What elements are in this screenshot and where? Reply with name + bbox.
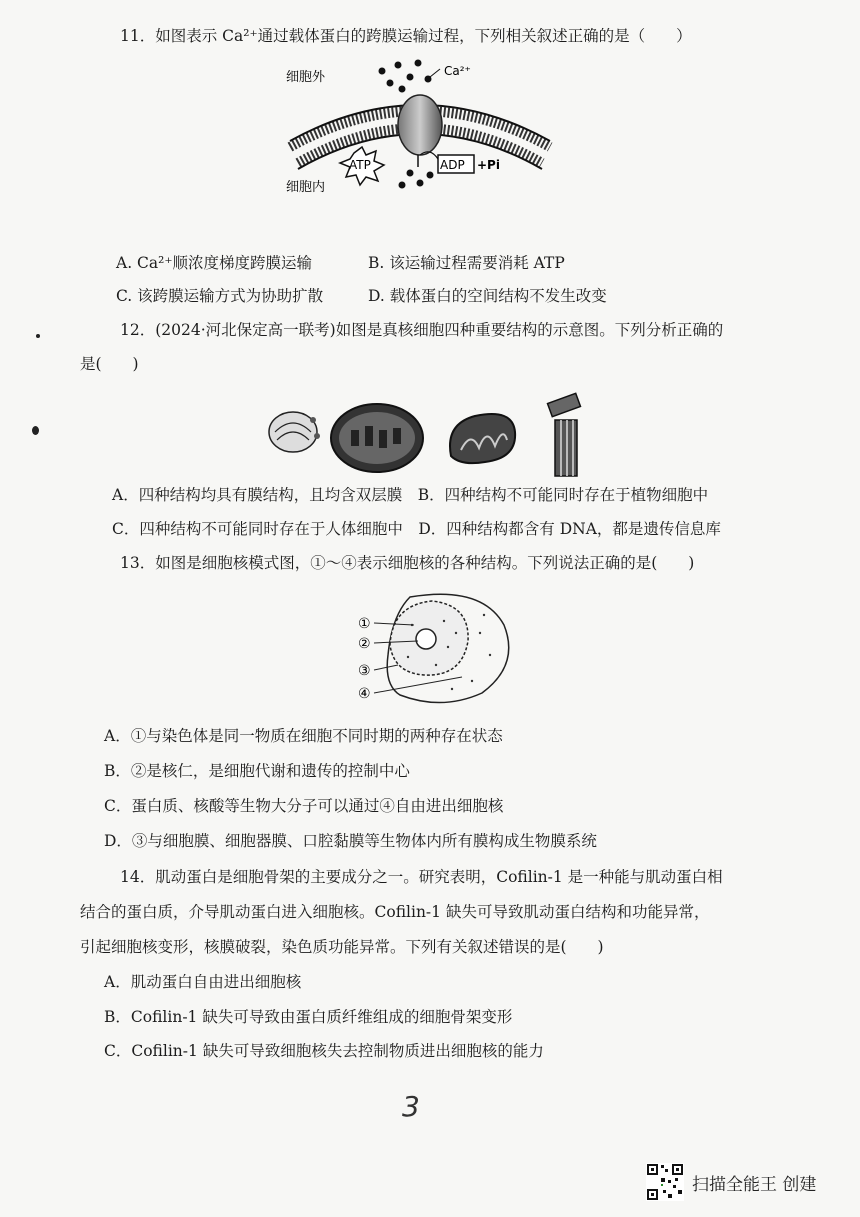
q14-stem-line3: 引起细胞核变形，核膜破裂，染色质功能异常。下列有关叙述错误的是( )	[80, 938, 604, 956]
scan-mark	[36, 334, 40, 338]
nucleus-label-2: ②	[358, 636, 371, 652]
q14-option-c: C．Cofilin-1 缺失可导致细胞核失去控制物质进出细胞核的能力	[104, 1042, 544, 1060]
nucleus-label-1: ①	[358, 616, 371, 632]
organelle-4-icon	[548, 393, 581, 476]
q12-stem-line2: 是( )	[80, 355, 139, 373]
label-adp: ADP	[440, 158, 465, 172]
nucleus-figure	[352, 585, 522, 710]
q14-option-b: B．Cofilin-1 缺失可导致由蛋白质纤维组成的细胞骨架变形	[104, 1008, 513, 1026]
membrane-transport-figure	[270, 55, 570, 205]
q13-option-a: A．①与染色体是同一物质在细胞不同时期的两种存在状态	[104, 727, 503, 745]
q13-option-b: B．②是核仁，是细胞代谢和遗传的控制中心	[104, 762, 410, 780]
nucleus-label-4: ④	[358, 686, 371, 702]
q11-stem: 11．如图表示 Ca²⁺通过载体蛋白的跨膜运输过程，下列相关叙述正确的是（ ）	[120, 27, 692, 45]
label-inside: 细胞内	[286, 180, 326, 195]
label-pi: +Pi	[477, 158, 500, 172]
organelle-3-icon	[450, 414, 515, 463]
q14-stem-line2: 结合的蛋白质，介导肌动蛋白进入细胞核。Cofilin-1 缺失可导致肌动蛋白结构和功能异常，	[80, 903, 710, 921]
nucleus-label-3: ③	[358, 663, 371, 679]
page-number: 3	[402, 1090, 420, 1123]
organelle-1-icon	[269, 412, 320, 452]
q13-option-c: C．蛋白质、核酸等生物大分子可以通过④自由进出细胞核	[104, 797, 504, 815]
label-atp: ATP	[349, 158, 371, 172]
q11-option-a: A. Ca²⁺顺浓度梯度跨膜运输	[116, 254, 313, 272]
footer-text: 扫描全能王 创建	[692, 1174, 817, 1195]
q14-stem-line1: 14．肌动蛋白是细胞骨架的主要成分之一。研究表明，Cofilin-1 是一种能与肌动蛋白相	[120, 868, 723, 886]
footer	[646, 1163, 816, 1201]
q14-option-a: A．肌动蛋白自由进出细胞核	[104, 973, 302, 991]
q12-option-ab: A．四种结构均具有膜结构，且均含双层膜 B．四种结构不可能同时存在于植物细胞中	[112, 486, 709, 504]
organelles-figure	[265, 390, 610, 485]
q12-stem-line1: 12．(2024·河北保定高一联考)如图是真核细胞四种重要结构的示意图。下列分析正确的	[120, 321, 724, 339]
q11-option-c: C. 该跨膜运输方式为协助扩散	[116, 287, 324, 305]
q12-option-cd: C．四种结构不可能同时存在于人体细胞中 D．四种结构都含有 DNA，都是遗传信息库	[112, 520, 721, 538]
q11-option-d: D. 载体蛋白的空间结构不发生改变	[368, 287, 607, 305]
q13-stem: 13．如图是细胞核模式图，①～④表示细胞核的各种结构。下列说法正确的是( )	[120, 554, 695, 572]
label-ion: Ca²⁺	[444, 64, 471, 78]
label-outside: 细胞外	[286, 70, 326, 85]
scan-mark	[32, 426, 39, 435]
q11-option-b: B. 该运输过程需要消耗 ATP	[368, 254, 565, 272]
organelle-2-icon	[331, 404, 423, 472]
qr-code-icon	[646, 1163, 684, 1201]
q13-option-d: D．③与细胞膜、细胞器膜、口腔黏膜等生物体内所有膜构成生物膜系统	[104, 832, 597, 850]
